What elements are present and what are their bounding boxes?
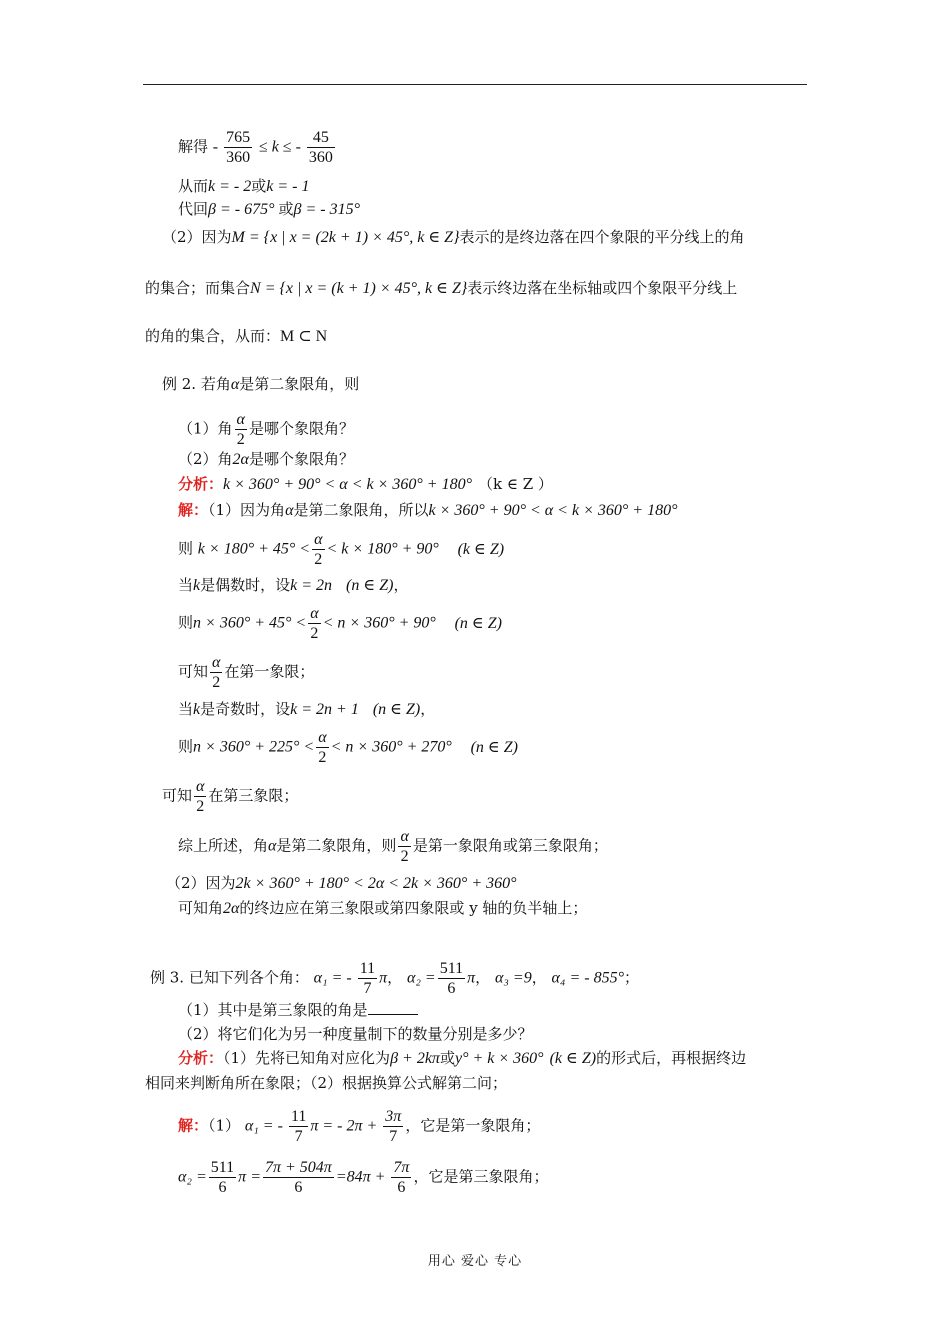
math: α₄ = - 855°	[551, 969, 624, 987]
math: =84π +	[335, 1168, 390, 1186]
text: 表示终边落在坐标轴或四个象限平分线上	[467, 279, 738, 297]
text: 可知角	[178, 899, 224, 917]
text: ，	[387, 968, 403, 987]
math: (k ∈ Z)	[457, 540, 505, 558]
text: 或	[439, 1049, 455, 1067]
math: (n ∈ Z)	[346, 577, 394, 594]
text: （k ∈ Z ）	[478, 475, 553, 493]
math: < n × 360° + 90°	[322, 614, 436, 632]
ex2-p2b	[178, 898, 587, 919]
math: π	[379, 969, 388, 987]
page-footer: 用心 爱心 专心	[427, 1254, 523, 1269]
math: -	[212, 138, 223, 156]
math: α	[230, 376, 240, 393]
text: 当	[178, 700, 194, 718]
ex3-fenxi-c	[145, 1073, 507, 1093]
frac-den: 2	[314, 551, 323, 568]
text: 从而	[178, 177, 209, 195]
math: (n ∈ Z)	[470, 738, 518, 756]
fraction	[312, 530, 324, 569]
answer-blank	[368, 1000, 418, 1015]
text: 是第二象限角，所以	[293, 501, 429, 519]
line-conger	[178, 176, 310, 197]
line-daihui	[178, 199, 360, 220]
text: 或	[278, 200, 294, 218]
frac-den: 2	[400, 848, 409, 865]
ze1	[178, 530, 504, 569]
math: 2α	[232, 451, 249, 468]
math: n × 360° + 45° <	[193, 614, 307, 632]
line-p2-e	[145, 326, 327, 347]
fraction	[289, 1107, 308, 1146]
text: 则	[178, 539, 194, 558]
math: < k × 180° + 90°	[326, 540, 439, 558]
math: 2α	[223, 900, 240, 917]
math: k	[193, 701, 201, 718]
text: （1）因为角	[208, 501, 286, 519]
frac-den: 6	[294, 1179, 303, 1196]
dang2	[178, 699, 435, 720]
text: 是第二象限角，则	[239, 375, 360, 393]
text: 是哪个象限角？	[248, 450, 354, 468]
text: （2）因为	[166, 874, 236, 892]
text: （1）	[208, 1116, 241, 1135]
frac-den: 7	[294, 1128, 303, 1145]
fraction	[308, 604, 320, 643]
analysis-label: 分析：	[178, 1049, 224, 1067]
frac-den: 360	[226, 149, 251, 166]
frac-den: 6	[447, 980, 456, 997]
header-rule	[143, 84, 807, 85]
math: (k ∈ Z)	[549, 1050, 597, 1067]
math: α₂ =	[178, 1168, 207, 1186]
text: ，	[531, 968, 547, 987]
text: 的集合；而集合	[145, 279, 251, 297]
ex2-q2	[178, 449, 354, 470]
analysis-label: 分析：	[178, 475, 224, 493]
frac-den: 2	[236, 431, 245, 448]
math: k	[193, 577, 201, 594]
frac-num: 3π	[385, 1108, 402, 1125]
frac-num: α	[212, 654, 221, 671]
ze3	[178, 728, 518, 767]
ex3-q1	[178, 1000, 418, 1020]
line-jiede	[178, 128, 337, 167]
math: π =	[238, 1168, 261, 1186]
frac-num: α	[310, 605, 319, 622]
zong	[178, 827, 608, 866]
fraction	[358, 959, 377, 998]
set-M: M = {x | x = (2k + 1) × 45°, k ∈ Z}	[231, 229, 460, 246]
text: 是第二象限角，则	[276, 836, 397, 855]
math: k × 360° + 90° < α < k × 360° + 180°	[223, 476, 472, 493]
text: 可知	[178, 662, 209, 681]
frac-num: 11	[290, 1108, 307, 1125]
fraction	[263, 1158, 334, 1197]
text: ，它是第三象限角；	[413, 1167, 549, 1186]
text: 的形式后，再根据终边	[596, 1049, 747, 1067]
text: （1）其中是第三象限的角是	[178, 1001, 368, 1019]
frac-num: 7π	[393, 1159, 410, 1176]
frac-num: 11	[359, 960, 376, 977]
math: π	[467, 969, 476, 987]
fraction	[316, 728, 328, 767]
ex3-fenxi	[178, 1048, 746, 1069]
fraction	[391, 1158, 411, 1197]
fraction	[383, 1107, 403, 1146]
frac-den: 7	[363, 980, 372, 997]
math: k × 360° + 90° < α < k × 360° + 180°	[428, 502, 678, 519]
math: k × 180° + 45° <	[197, 540, 311, 558]
math: (n ∈ Z)	[372, 701, 421, 718]
frac-den: 6	[397, 1179, 406, 1196]
line-p2-a	[162, 227, 744, 248]
math: β + 2kπ	[390, 1050, 440, 1067]
kz2	[162, 777, 298, 816]
fraction	[398, 827, 410, 866]
text: 的终边应在第三象限或第四象限或 y 轴的负半轴上；	[239, 899, 588, 917]
text: （1）角	[178, 419, 233, 438]
text: 相同来判断角所在象限；（2）根据换算公式解第二问；	[145, 1074, 508, 1092]
math: β = - 675°	[208, 201, 279, 218]
frac-den: 2	[310, 625, 319, 642]
text: 是哪个象限角？	[248, 419, 354, 438]
solution-label: 解：	[178, 501, 209, 519]
math: k = - 1	[266, 178, 310, 195]
text: （2）将它们化为另一种度量制下的数量分别是多少？	[178, 1025, 533, 1043]
frac-num: 45	[307, 128, 335, 148]
ex3-jie	[178, 1107, 540, 1146]
math: M ⊂ N	[280, 328, 328, 345]
text: 例 2. 若角	[162, 375, 231, 393]
fraction	[235, 410, 247, 449]
ex2-title	[162, 374, 359, 395]
frac-num: α	[318, 729, 327, 746]
text: 表示的是终边落在四个象限的平分线上的角	[459, 228, 745, 246]
text: 则	[178, 613, 194, 632]
frac-num: α	[314, 531, 323, 548]
frac-den: 2	[196, 798, 205, 815]
text: ，	[420, 700, 436, 718]
math: n × 360° + 225° <	[193, 738, 315, 756]
text: 当	[178, 576, 194, 594]
dang1	[178, 575, 408, 596]
frac-num: 765	[226, 129, 251, 146]
line-p2-c	[145, 278, 737, 299]
frac-num: α	[196, 778, 205, 795]
frac-num: α	[236, 411, 245, 428]
fraction	[194, 777, 206, 816]
text: 或	[251, 177, 267, 195]
text: 的角的集合，从而：	[145, 327, 281, 345]
frac-den: 2	[318, 749, 327, 766]
math: ≤ k ≤ -	[258, 138, 305, 156]
fraction	[224, 128, 252, 167]
frac-num: 511	[210, 1159, 235, 1176]
math: α	[268, 837, 277, 855]
math: (n ∈ Z)	[454, 614, 502, 632]
math: k = 2n + 1	[290, 701, 359, 718]
text: 是奇数时，设	[200, 700, 291, 718]
set-N: N = {x | x = (k + 1) × 45°, k ∈ Z}	[250, 280, 468, 297]
text: （2）因为	[162, 228, 232, 246]
text: ，它是第一象限角；	[405, 1116, 541, 1135]
math: k = 2n	[290, 577, 333, 594]
frac-den: 7	[389, 1128, 398, 1145]
text: （1）先将已知角对应化为	[223, 1049, 391, 1067]
frac-den: 2	[212, 674, 221, 691]
frac-den: 6	[218, 1179, 227, 1196]
frac-num: 7π + 504π	[264, 1159, 332, 1176]
text: ，	[393, 576, 409, 594]
math: α	[285, 502, 294, 519]
math: < n × 360° + 270°	[330, 738, 452, 756]
text: 是第一象限角或第三象限角；	[412, 836, 608, 855]
ex3-q2	[178, 1024, 533, 1044]
math: k = - 2	[208, 178, 252, 195]
math: α₁ = -	[313, 969, 356, 987]
ex3-l2	[178, 1158, 548, 1197]
ze2	[178, 604, 502, 643]
fraction	[438, 959, 465, 998]
math: π = - 2π +	[310, 1117, 382, 1135]
text: 代回	[178, 200, 209, 218]
math: β = - 315°	[293, 201, 361, 218]
math: y° + k × 360°	[454, 1050, 544, 1067]
ex2-fenxi	[178, 474, 553, 495]
text: ，	[475, 968, 491, 987]
fraction	[307, 128, 335, 167]
text: 例 3. 已知下列各个角：	[150, 968, 309, 987]
solution-label: 解：	[178, 1116, 209, 1135]
math: α₃ =9	[494, 969, 532, 987]
text: 解得	[178, 137, 209, 156]
text: 是偶数时，设	[200, 576, 291, 594]
ex2-q1	[178, 410, 354, 449]
ex3-title	[150, 959, 639, 998]
ex2-p2	[166, 873, 517, 894]
fraction	[209, 1158, 236, 1197]
frac-den: 360	[308, 149, 333, 166]
frac-num: α	[400, 828, 409, 845]
frac-num: 511	[439, 960, 464, 977]
ex2-jie	[178, 500, 677, 521]
text: 综上所述，角	[178, 836, 269, 855]
text: 可知	[162, 786, 193, 805]
fraction	[210, 653, 222, 692]
text: 在第一象限；	[224, 662, 315, 681]
math: α₂ =	[406, 969, 436, 987]
text: 在第三象限；	[208, 786, 299, 805]
kz1	[178, 653, 314, 692]
text: 则	[178, 737, 194, 756]
text: （2）角	[178, 450, 233, 468]
text: ；	[623, 968, 639, 987]
math: α₁ = -	[244, 1117, 287, 1135]
math: 2k × 360° + 180° < 2α < 2k × 360° + 360°	[235, 875, 517, 892]
